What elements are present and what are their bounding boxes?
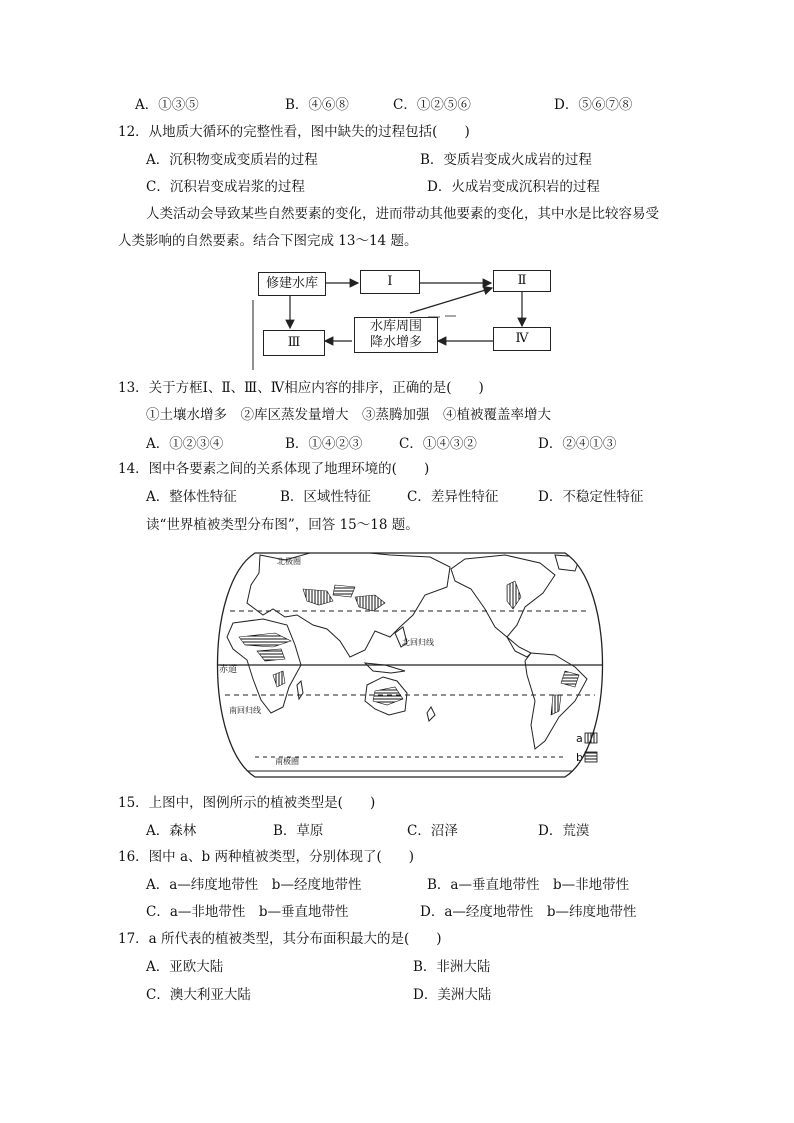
q14-option-a: A．整体性特征 xyxy=(146,489,237,505)
legend-b-label: b xyxy=(576,751,583,764)
intro-paragraph-line2: 人类影响的自然要素。结合下图完成 13～14 题。 xyxy=(118,233,418,249)
q13-option-c: C．①④③② xyxy=(399,436,477,452)
q11-option-b: B．④⑥⑧ xyxy=(285,97,349,113)
q17-stem: 17．a 所代表的植被类型，其分布面积最大的是( ) xyxy=(118,931,442,947)
label-equator: 赤道 xyxy=(219,665,238,675)
q14-stem: 14．图中各要素之间的关系体现了地理环境的( ) xyxy=(118,461,430,477)
world-vegetation-map xyxy=(215,545,605,785)
q17-option-a: A．亚欧大陆 xyxy=(146,959,224,975)
q11-option-c: C．①②⑤⑥ xyxy=(393,97,471,113)
q15-stem: 15．上图中，图例所示的植被类型是( ) xyxy=(118,795,376,811)
q11-option-a: A．①③⑤ xyxy=(135,97,199,113)
q15-option-b: B．草原 xyxy=(273,823,324,839)
box-II: Ⅱ xyxy=(493,270,551,292)
q12-option-d: D．火成岩变成沉积岩的过程 xyxy=(427,179,600,195)
q16-option-b: B．a—垂直地带性 b—非地带性 xyxy=(427,877,630,893)
q12-option-c: C．沉积岩变成岩浆的过程 xyxy=(146,179,305,195)
q16-option-c: C．a—非地带性 b—垂直地带性 xyxy=(146,904,349,920)
q13-option-a: A．①②③④ xyxy=(146,436,224,452)
map-intro: 读“世界植被类型分布图”，回答 15～18 题。 xyxy=(146,517,419,533)
q13-stem: 13．关于方框Ⅰ、Ⅱ、Ⅲ、Ⅳ相应内容的排序，正确的是( ) xyxy=(118,380,484,396)
q13-option-b: B．①④②③ xyxy=(285,436,363,452)
label-arctic-circle: 北极圈 xyxy=(277,557,301,566)
q16-option-d: D．a—经度地带性 b—纬度地带性 xyxy=(420,904,637,920)
q12-option-b: B．变质岩变成火成岩的过程 xyxy=(420,152,592,168)
box-rain-increase xyxy=(354,317,438,353)
q12-option-a: A．沉积物变成变质岩的过程 xyxy=(146,152,318,168)
q11-option-d: D．⑤⑥⑦⑧ xyxy=(554,97,633,113)
q14-option-d: D．不稳定性特征 xyxy=(538,489,644,505)
q14-option-c: C．差异性特征 xyxy=(407,489,499,505)
box-IV: Ⅳ xyxy=(493,327,551,351)
legend-a-swatch xyxy=(585,733,597,743)
box-rain-line1: 水库周围 xyxy=(369,319,422,334)
q17-option-b: B．非洲大陆 xyxy=(413,959,491,975)
box-rain-line2: 降水增多 xyxy=(369,335,422,350)
label-tropic-capricorn: 南回归线 xyxy=(229,706,261,715)
box-I: Ⅰ xyxy=(360,270,420,294)
q15-option-a: A．森林 xyxy=(146,823,197,839)
q15-option-c: C．沼泽 xyxy=(407,823,458,839)
q16-option-a: A．a—纬度地带性 b—经度地带性 xyxy=(146,877,362,893)
q15-option-d: D．荒漠 xyxy=(538,823,590,839)
intro-paragraph-line1: 人类活动会导致某些自然要素的变化，进而带动其他要素的变化，其中水是比较容易受 xyxy=(146,206,659,222)
label-tropic-cancer: 北回归线 xyxy=(402,638,434,647)
legend-b-swatch xyxy=(585,752,597,762)
q14-option-b: B．区域性特征 xyxy=(280,489,371,505)
box-III: Ⅲ xyxy=(263,330,325,356)
q12-stem: 12．从地质大循环的完整性看，图中缺失的过程包括( ) xyxy=(118,124,470,140)
box-build-reservoir: 修建水库 xyxy=(258,272,326,296)
label-antarctic-circle: 南极圈 xyxy=(275,757,299,766)
q16-stem: 16．图中 a、b 两种植被类型，分别体现了( ) xyxy=(118,849,414,865)
q17-option-c: C．澳大利亚大陆 xyxy=(146,987,251,1003)
q17-option-d: D．美洲大陆 xyxy=(413,987,492,1003)
q13-items: ①土壤水增多 ②库区蒸发量增大 ③蒸腾加强 ④植被覆盖率增大 xyxy=(146,407,551,423)
legend-a-label: a xyxy=(576,732,583,745)
q13-option-d: D．②④①③ xyxy=(538,436,617,452)
